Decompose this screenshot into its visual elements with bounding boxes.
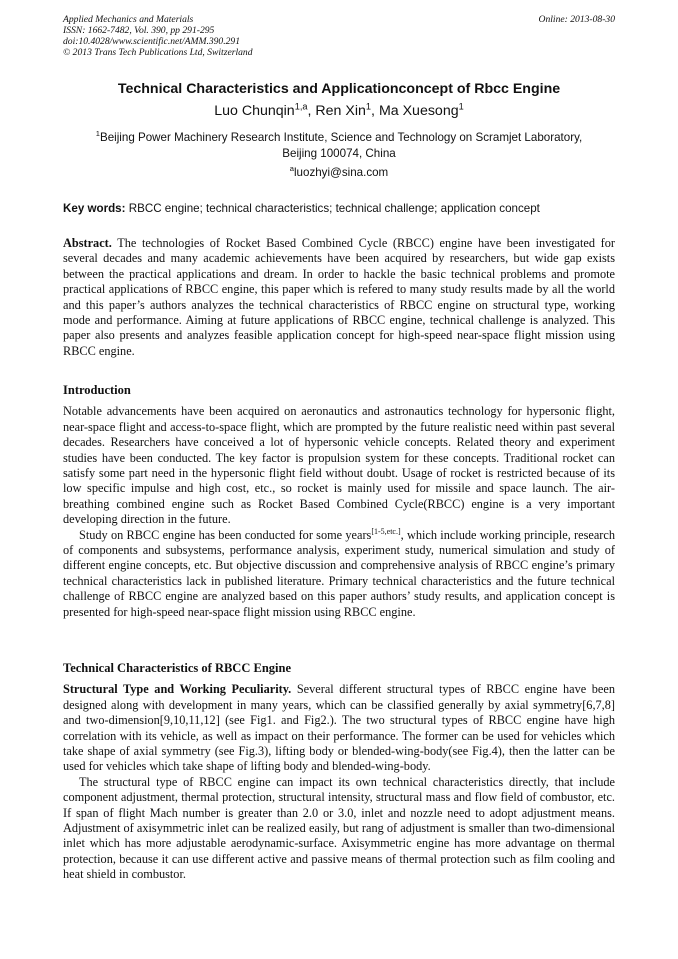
abstract — [63, 236, 615, 359]
technical-characteristics-section — [63, 661, 615, 883]
journal-name: Applied Mechanics and Materials — [63, 14, 194, 25]
online-date: Online: 2013-08-30 — [538, 14, 615, 25]
author-affil-mark: 1 — [365, 101, 372, 112]
paper-title: Technical Characteristics and Applicationconcept of Rbcc Engine — [117, 81, 561, 97]
email-address[interactable]: luozhyi@sina.com — [293, 166, 389, 179]
section-heading: Technical Characteristics of RBCC Engine — [63, 661, 291, 675]
author-name: Ma Xuesong — [378, 103, 459, 119]
keywords — [63, 202, 615, 215]
paragraph-text: Study on RBCC engine has been conducted for some years — [79, 527, 372, 542]
copyright-line: © 2013 Trans Tech Publications Ltd, Switzerland — [63, 47, 253, 58]
doi-line: doi:10.4028/www.scientific.net/AMM.390.291 — [63, 36, 241, 47]
author-name: Ren Xin — [315, 103, 366, 119]
citation-mark: [1-5,etc.] — [371, 526, 401, 536]
affiliation-mark: 1 — [95, 129, 100, 139]
abstract-text: The technologies of Rocket Based Combined Cycle (RBCC) engine have been investigated for several decades and many academic achievements have been acquired by researchers, but wide gap exists between the practical applications and dream. In order to hackle the basic technical problems and promote practical applications of RBCC engine, this paper which is refered to many study results made by all the world and this paper’s authors analyzes the technical characteristics of RBCC engine on structural type, working mode and performance. Aiming at future applications of RBCC engine, technical challenge is analyzed. This paper also presents and analyzes feasible application concept for high-speed near-space flight mission using RBCC engine. — [63, 236, 615, 358]
introduction-paragraph-2 — [63, 528, 615, 620]
abstract-label: Abstract. — [63, 236, 112, 250]
keywords-label: Key words: — [63, 202, 126, 215]
keywords-text: RBCC engine; technical characteristics; technical challenge; application concept — [125, 202, 540, 215]
author-affil-mark: 1 — [458, 101, 464, 112]
email-mark: a — [289, 164, 294, 174]
affiliation — [70, 130, 608, 162]
introduction-heading: Introduction — [63, 383, 131, 397]
author-affil-mark: 1,a — [294, 101, 308, 112]
author-list: Luo Chunqin$^{1,a}$, Ren Xin$^1$, Ma Xuesong$^1$ — [214, 101, 464, 119]
author-name: Luo Chunqin — [214, 103, 295, 119]
affiliation-line-2: Beijing 100074, China — [282, 147, 396, 160]
email — [0, 166, 678, 179]
affiliation-line-1: Beijing Power Machinery Research Institute, Science and Technology on Scramjet Laboratory, — [99, 131, 583, 144]
issn-line: ISSN: 1662-7482, Vol. 390, pp 291-295 — [63, 25, 215, 36]
introduction-section — [63, 383, 615, 620]
introduction-paragraph-1: Notable advancements have been acquired on aeronautics and astronautics technology for hypersonic flight, near-space flight and access-to-space flight, which are prompted by the future realistic need within past several decades. Researchers have conceived a lot of hypersonic vehicle concepts. Related theory and experiment studies have been conducted. The key factor is propulsion system for these concepts. Traditional rocket can satisfy some part need in the hypersonic flight field without doubt. Usage of rocket is restricted because of its low specific impulse and high cost, etc., so rocket is mainly used for missile and space launch. The air-breathing combined engine such as Rocket Based Combined Cycle(RBCC) engine is a very important developing direction in the future. — [63, 404, 615, 527]
paragraph-text: Several different structural types of RBCC engine have been designed along with development in many years, which can be classified generally by axial symmetry[6,7,8] and two-dimension[9,10,11,12] (see Fig1. and Fig2.). The two structural types of RBCC engine have high correlation with its vehicle, as well as impact on their performance. The former can be used for vehicles which take shape of axial symmetry (see Fig.3), lifting body or blended-wing-body(see Fig.4), then the latter can be used for vehicles which take shape of lifting body and blended-wing-body. — [63, 682, 615, 774]
structural-type-paragraph — [63, 682, 615, 774]
journal-header — [63, 14, 615, 58]
paragraph-run-in-heading: Structural Type and Working Peculiarity. — [63, 682, 292, 697]
structural-impact-paragraph: The structural type of RBCC engine can impact its own technical characteristics directly, that include component adjustment, thermal protection, structural intensity, structural mass and flow field of combustor, etc. If span of flight Mach number is greater than 2.0 or 3.0, inlet and nozzle need to adopt adjustment means. Adjustment of axisymmetric inlet can be realized easily, but rang of adjustment is smaller than two-dimensional inlet which has more adjustable aerodynamic-surface. Axisymmetric engine has more advantage on thermal protection, because it can use different active and passive means of thermal protection such as film cooling and heat shield in combustor. — [63, 774, 615, 882]
paragraph-text: , which include working principle, research of components and subsystems, performance analysis, experiment study, numerical simulation and study of different engine concepts, etc. But objective discussion and comprehensive analysis of RBCC engine’s primary technical characteristics lack in published literature. Primary technical characteristics and the future technical challenge of RBCC engine are analyzed based on this paper authors’ study results, and application concept is presented for high-speed near-space flight mission using RBCC engine. — [63, 527, 615, 619]
